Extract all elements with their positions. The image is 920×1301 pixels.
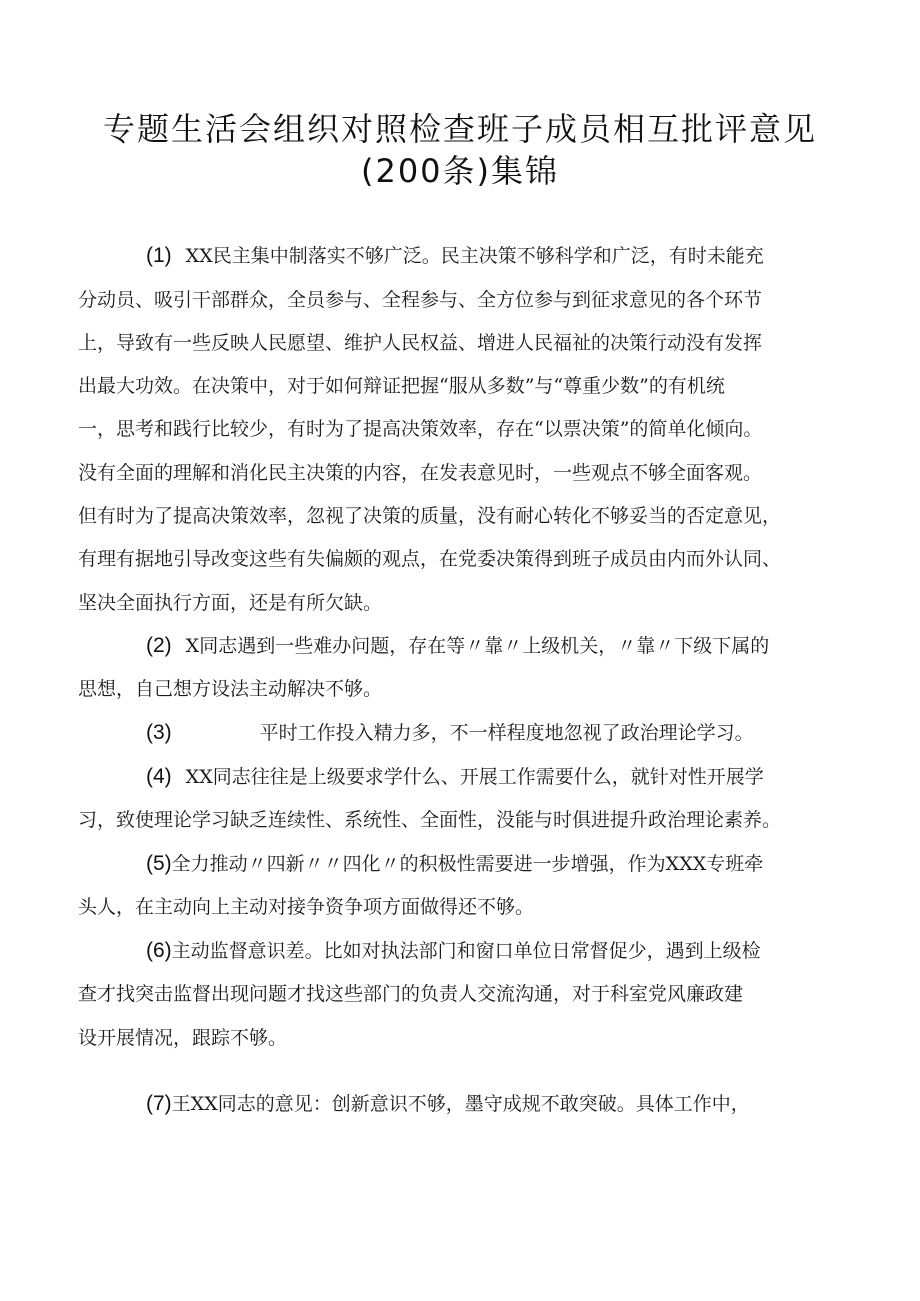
paragraph-1-line-9: 坚决全面执行方面，还是有所欠缺。 [78,592,383,614]
paragraph-1-line-5: 一，思考和践行比较少，有时为了提高决策效率，存在“以票决策”的简单化倾向。 [78,418,763,440]
paragraph-1-line-1 [146,242,764,270]
paragraph-1-line-4: 出最大功效。在决策中，对于如何辩证把握“服从多数”与“尊重少数”的有机统 [78,375,725,397]
paragraph-6-number: (6) [146,939,172,962]
paragraph-1-line-7: 但有时为了提高决策效率，忽视了决策的质量，没有耐心转化不够妥当的否定意见， [78,505,782,527]
paragraph-3-number: (3) [146,721,172,744]
paragraph-1-line-6: 没有全面的理解和消化民主决策的内容，在发表意见时，一些观点不够全面客观。 [78,462,763,484]
paragraph-1-line-3: 上，导致有一些反映人民愿望、维护人民权益、增进人民福祉的决策行动没有发挥 [78,332,763,354]
document-title-line-1: 专题生活会组织对照检查班子成员相互批评意见 [102,110,817,148]
paragraph-6-text: 主动监督意识差。比如对执法部门和窗口单位日常督促少，遇到上级检 [171,940,761,962]
paragraph-1-number: (1) [146,244,172,267]
paragraph-2-text: X同志遇到一些难办问题，存在等〃靠〃上级机关，〃靠〃下级下属的 [185,635,770,657]
paragraph-6-line-3: 设开展情况，跟踪不够。 [78,1027,288,1049]
paragraph-2-number: (2) [146,634,172,657]
paragraph-3-text: 平时工作投入精力多，不一样程度地忽视了政治理论学习。 [259,722,754,744]
paragraph-3-line-1 [146,719,754,747]
paragraph-7-text: 王XX同志的意见：创新意识不够，墨守成规不敢突破。具体工作中， [171,1093,750,1115]
paragraph-1-line-2: 分动员、吸引干部群众，全员参与、全程参与、全方位参与到征求意见的各个环节 [78,289,763,311]
paragraph-5-text: 全力推动〃四新〃〃四化〃的积极性需要进一步增强，作为XXX专班牵 [171,853,764,875]
paragraph-1-line-8: 有理有据地引导改变这些有失偏颇的观点，在党委决策得到班子成员由内而外认同、 [78,548,782,570]
paragraph-4-line-2: 习，致使理论学习缺乏连续性、系统性、全面性，没能与时俱进提升政治理论素养。 [78,809,782,831]
paragraph-4-text: XX同志往往是上级要求学什么、开展工作需要什么，就针对性开展学 [185,766,764,788]
paragraph-6-line-2: 查才找突击监督出现问题才找这些部门的负责人交流沟通，对于科室党风廉政建 [78,983,744,1005]
paragraph-5-line-2: 头人，在主动向上主动对接争资争项方面做得还不够。 [78,896,535,918]
paragraph-6-line-1 [146,937,761,965]
paragraph-5-number: (5) [146,852,172,875]
paragraph-2-line-1 [146,632,769,660]
paragraph-4-line-1 [146,763,764,791]
paragraph-5-line-1 [146,850,763,878]
document-title-line-2: (200条)集锦 [360,152,560,190]
paragraph-7-line-1 [146,1090,750,1118]
paragraph-1-text: XX民主集中制落实不够广泛。民主决策不够科学和广泛，有时未能充 [185,245,764,267]
paragraph-2-line-2: 思想，自己想方设法主动解决不够。 [78,678,383,700]
paragraph-7-number: (7) [146,1092,172,1115]
paragraph-4-number: (4) [146,765,172,788]
